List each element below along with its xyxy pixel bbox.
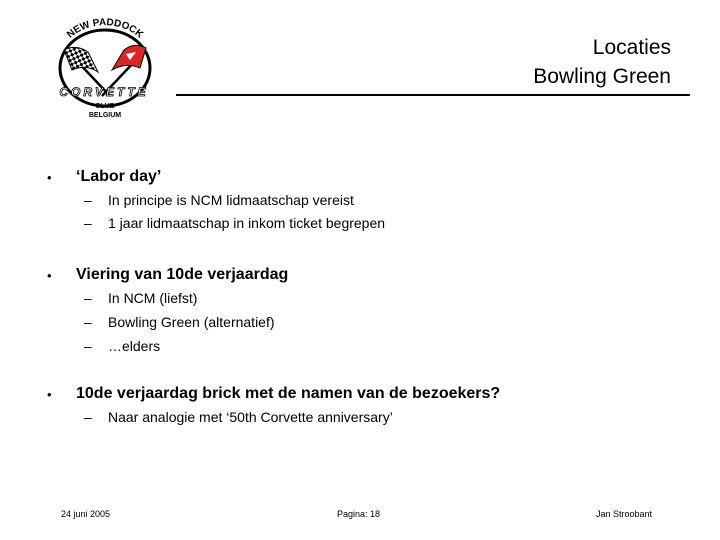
sub-bullet-text: In NCM (liefst) bbox=[108, 290, 198, 306]
logo-arc-text: NEW PADDOCK bbox=[65, 17, 145, 41]
logo-brand-text: CORVETTE bbox=[59, 85, 149, 99]
title-line-2: Bowling Green bbox=[533, 65, 671, 88]
bullet-text: 10de verjaardag brick met de namen van de bezoekers? bbox=[76, 385, 501, 402]
sub-bullet-dash: – bbox=[84, 314, 92, 330]
bullet-marker: • bbox=[47, 268, 52, 283]
footer-page-number: Pagina: 18 bbox=[337, 509, 381, 519]
sub-bullet-text: In principe is NCM lidmaatschap vereist bbox=[108, 192, 354, 208]
club-logo bbox=[40, 16, 170, 124]
footer-author: Jan Stroobant bbox=[596, 509, 653, 519]
footer-date: 24 juni 2005 bbox=[61, 509, 111, 519]
sub-bullet-text: …elders bbox=[108, 338, 161, 354]
bullet-text: Viering van 10de verjaardag bbox=[76, 266, 289, 283]
logo-club-text: CLUB bbox=[95, 103, 115, 110]
slide-title bbox=[533, 33, 671, 91]
bullet-marker: • bbox=[47, 170, 52, 185]
bullet-marker: • bbox=[47, 387, 52, 402]
sub-bullet-text: Naar analogie met ‘50th Corvette anniversary’ bbox=[108, 409, 393, 425]
sub-bullet-dash: – bbox=[84, 215, 92, 231]
title-rule bbox=[176, 94, 690, 96]
sub-bullet-dash: – bbox=[84, 338, 92, 354]
logo-country-text: BELGIUM bbox=[88, 112, 122, 119]
title-line-1: Locaties bbox=[592, 36, 671, 59]
sub-bullet-dash: – bbox=[84, 409, 92, 425]
sub-bullet-text: 1 jaar lidmaatschap in inkom ticket begrepen bbox=[108, 215, 386, 231]
sub-bullet-dash: – bbox=[84, 290, 92, 306]
bullet-text: ‘Labor day’ bbox=[76, 168, 162, 185]
sub-bullet-dash: – bbox=[84, 192, 92, 208]
sub-bullet-text: Bowling Green (alternatief) bbox=[108, 314, 275, 330]
